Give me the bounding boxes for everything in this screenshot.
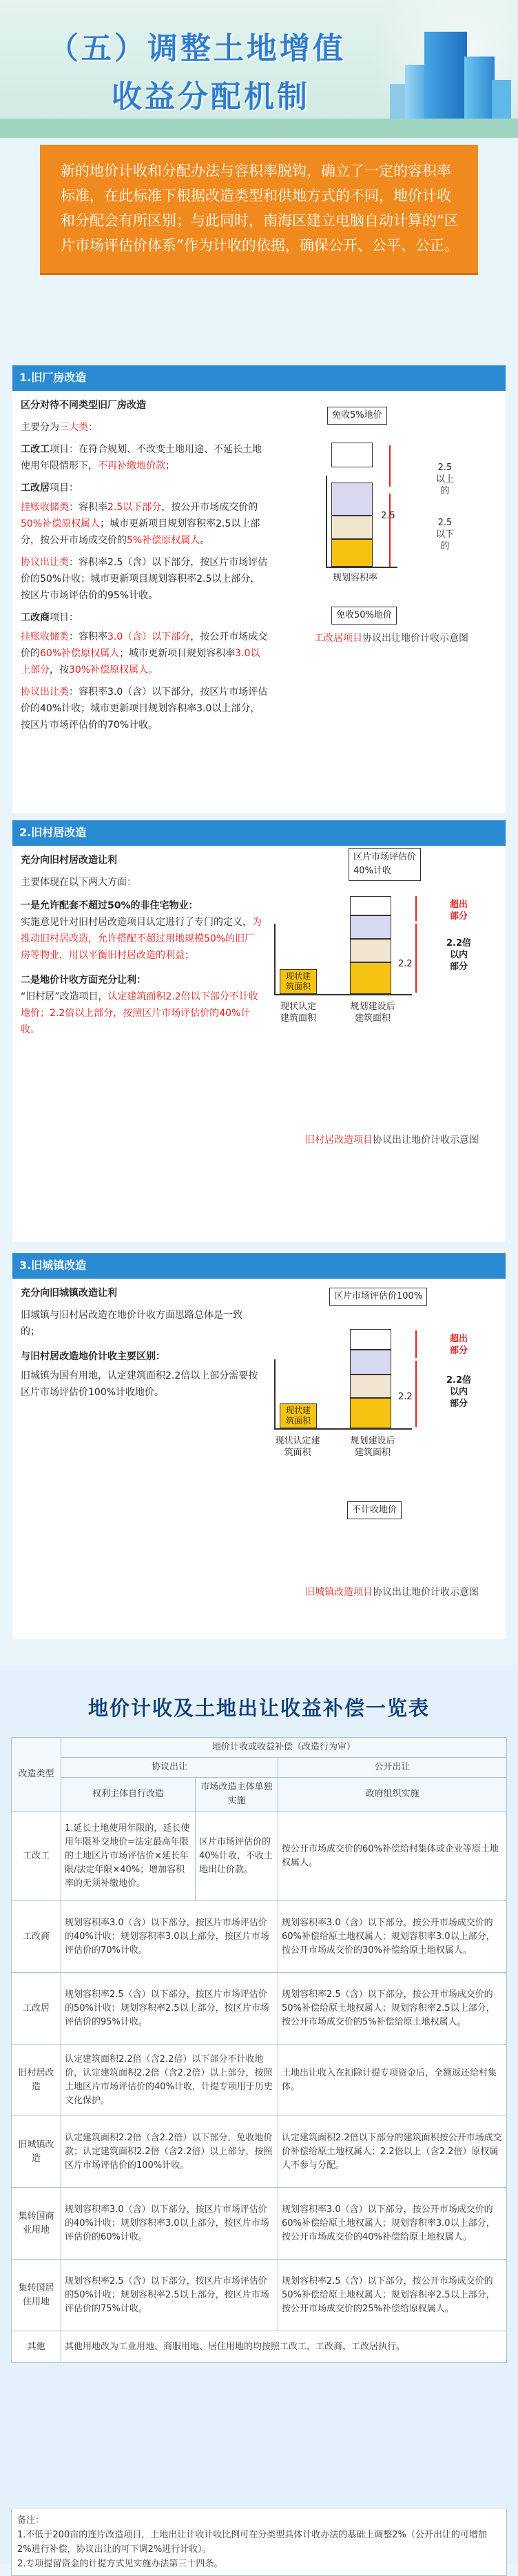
diagram-town: 区片市场评估价100% 现状建 筑面积 2.2 超出 部分 2.2倍 以内 部分 现状认定建 筑面积 规划建设后 建筑面积 不计收地价 [260, 1288, 501, 1605]
col-header-self: 权利主体自行改造 [61, 1778, 196, 1812]
title-line-2: 收益分配机制 [112, 79, 310, 114]
section-title: 1.旧厂房改造 [12, 365, 506, 391]
table-row: 旧村居改造 认定建筑面积2.2倍（含2.2倍）以下部分不计收地价，认定建筑面积2.2倍（含2.2倍）以上部分，按照土地区片市场评估价的40%计收，计提专项用于历史文化保护。 土地出让收入在扣除计提专项资金后，全额返还给村集体。 [12, 2045, 507, 2116]
table-row: 旧城镇改造 认定建筑面积2.2倍（含2.2倍）以下部分，免收地价款；认定建筑面积2.2倍（含2.2倍）以上部分，按照区片市场评估价的100%计收。 认定建筑面积2.2倍以下部分的建筑面积按公开市场成交价补偿给原土地权属人；2.2倍以上（含2.2倍）原权属人不参与分配。 [12, 2116, 507, 2188]
summary-table-section [0, 1665, 518, 2569]
section-title: 3.旧城镇改造 [12, 1253, 506, 1279]
diagram-factory-residential: 免收5%地价 2.5 规划容积率 2.5 以上的 2.5 以下的 免收50%地价 [284, 407, 498, 669]
diagram-caption: 旧村居改造项目协议出让地价计收示意图 [305, 1135, 479, 1146]
summary-table [11, 1737, 507, 2363]
diagram-bottom-label: 不计收地价 [347, 1501, 402, 1519]
col-header-gov: 政府组织实施 [278, 1778, 507, 1812]
col-header-group: 地价计收或收益补偿（改造行为审） [61, 1738, 507, 1758]
diagram-top-label: 区片市场评估价100% [329, 1288, 427, 1306]
diagram-village: 区片市场评估价 40%计收 现状建 筑面积 2.2 超出 部分 2.2倍 以内 部分 现状认定 建筑面积 规划建设后 建筑面积 [260, 848, 501, 1137]
col-header-public: 公开出让 [278, 1758, 507, 1778]
col-header-type: 改造类型 [12, 1738, 61, 1812]
diagram-top-label: 区片市场评估价 40%计收 [349, 848, 421, 881]
diagram-bottom-label: 免收50%地价 [331, 607, 397, 625]
section-old-town [12, 1253, 506, 1639]
page-title [48, 25, 346, 121]
diagram-top-label: 免收5%地价 [327, 407, 387, 425]
table-row: 集转国商业用地 规划容积率3.0（含）以下部分，按区片市场评估价的40%计收；规划容积率3.0以上部分，按区片市场评估价的60%计收。 规划容积率3.0（含）以下部分，按公开市场成交价的60%补偿给原土地权属人；规划容积率3.0以上部分，按公开市场成交价的40%补偿给原土地权属人。 [12, 2188, 507, 2260]
current-building-block: 现状建 筑面积 [280, 969, 317, 994]
col-header-agreement: 协议出让 [61, 1758, 278, 1778]
title-line-1: （五）调整土地增值 [48, 31, 346, 66]
section-old-village [12, 820, 506, 1242]
table-title: 地价计收及土地出让收益补偿一览表 [87, 1696, 430, 1720]
diagram-caption: 旧城镇改造项目协议出让地价计收示意图 [305, 1587, 479, 1598]
table-row: 集转国居住用地 规划容积率2.5（含）以下部分，按区片市场评估价的50%计收；规划容积率2.5以上部分，按区片市场评估价的75%计收。 规划容积率2.5（含）以下部分，按公开市场成交价的50%补偿给原土地权属人；规划容积率2.5以上部分，按公开市场成交价的25%补偿给原权属人。 [12, 2260, 507, 2331]
table-row: 工改居 规划容积率2.5（含）以下部分，按区片市场评估价的50%计收；规划容积率2.5以上部分，按区片市场评估价的95%计收。 规划容积率2.5（含）以下部分，按公开市场成交价的50%补偿给原土地权属人；规划容积率2.5以上部分，按公开市场成交价的5%补偿给原土地权属人。 [12, 1973, 507, 2045]
header-banner [0, 0, 518, 138]
section-text: 充分向旧村居改造让利 主要体现在以下两大方面： 一是允许配套不超过50%的非住宅物业： 实施意见针对旧村居改造项目认定进行了专门的定义，为推动旧村居改造，允许搭配不超过用地规模50%的旧厂房等物业，用以平衡旧村居改造的利益； 二是地价计收方面充分让利： “旧村居”改造项目，认定建筑面积2.2倍以下部分不计收地价；2.2倍以上部分，按照区片市场评估价的40%计收。 [21, 855, 262, 1035]
section-text: 区分对待不同类型旧厂房改造 主要分为三大类： 工改工项目：在符合规划、不改变土地用途、不延长土地使用年限情形下，不再补缴地价款； 工改居项目： 挂账收储类：容积率2.5以下部分，按公开市场成交价的50%补偿原权属人；城市更新项目规划容积率2.5以上部分，按公开市场成交价的5%补偿原权属人。 协议出让类：容积率2.5（含）以下部分，按区片市场评估价的50%计收；城市更新项目规划容积率2.5以上部分，按区片市场评估价的95%计收。 工改商项目： 挂账收储类：容积率3.0（含）以下部分，按公开市场成交价的60%补偿原权属人；城市更新项目规划容积率3.0以上部分，按30%补偿原权属人。 协议出让类：容积率3.0（含）以下部分，按区片市场评估价的40%计收；城市更新项目规划容积率3.0以上部分，按区片市场评估价的70%计收。 [21, 400, 268, 731]
section-old-factory [12, 365, 506, 813]
diagram-caption: 工改居项目协议出让地价计收示意图 [314, 633, 468, 644]
table-row: 工改商 规划容积率3.0（含）以下部分，按区片市场评估价的40%计收；规划容积率3.0以上部分，按区片市场评估价的70%计收。 规划容积率3.0（含）以下部分，按公开市场成交价的60%补偿给原土地权属人；规划容积率3.0以上部分，按公开市场成交价的30%补偿给原土地权属人。 [12, 1901, 507, 1973]
table-row: 工改工 1.延长土地使用年限的，延长使用年限补交地价=法定最高年限的土地区片市场评估价×延长年限/法定年限×40%；增加容积率的无须补缴地价。 区片市场评估价的40%计收，不收土地出让价款。 按公开市场成交价的60%补偿给村集体或企业等原土地权属人。 [12, 1812, 507, 1901]
current-building-block: 现状建 筑面积 [280, 1403, 317, 1428]
bar-upper-block [331, 443, 373, 467]
section-text: 充分向旧城镇改造让利 旧城镇与旧村居改造在地价计收方面思路总体是一致的； 与旧村居改造地价计收主要区别： 旧城镇为国有用地，认定建筑面积2.2倍以上部分需要按区片市场评估价100%计收地价。 [21, 1288, 258, 1398]
table-note: 备注： 1.不低于200亩的连片改造项目，土地出让计收计收比例可在分类型具体计收办法的基础上调整2%（公开出让的可增加2%进行补偿，协议出让的可下调2%进行计收）。 2.专项提留资金的计提方式见实施办法第三十四条。 [11, 2509, 507, 2576]
table-row: 其他 其他用地改为工业用地、商服用地、居住用地的均按照工改工、工改商、工改居执行。 [12, 2331, 507, 2363]
section-title: 2.旧村居改造 [12, 820, 506, 846]
col-header-market: 市场改造主体单独实施 [196, 1778, 278, 1812]
axis [326, 476, 397, 568]
intro-box: 新的地价计收和分配办法与容积率脱钩，确立了一定的容积率标准，在此标准下根据改造类型和供地方式的不同，地价计收和分配会有所区别；与此同时，南海区建立电脑自动计算的“区片市场评估价体系”作为计收的依据，确保公开、公平、公正。 [40, 145, 478, 273]
